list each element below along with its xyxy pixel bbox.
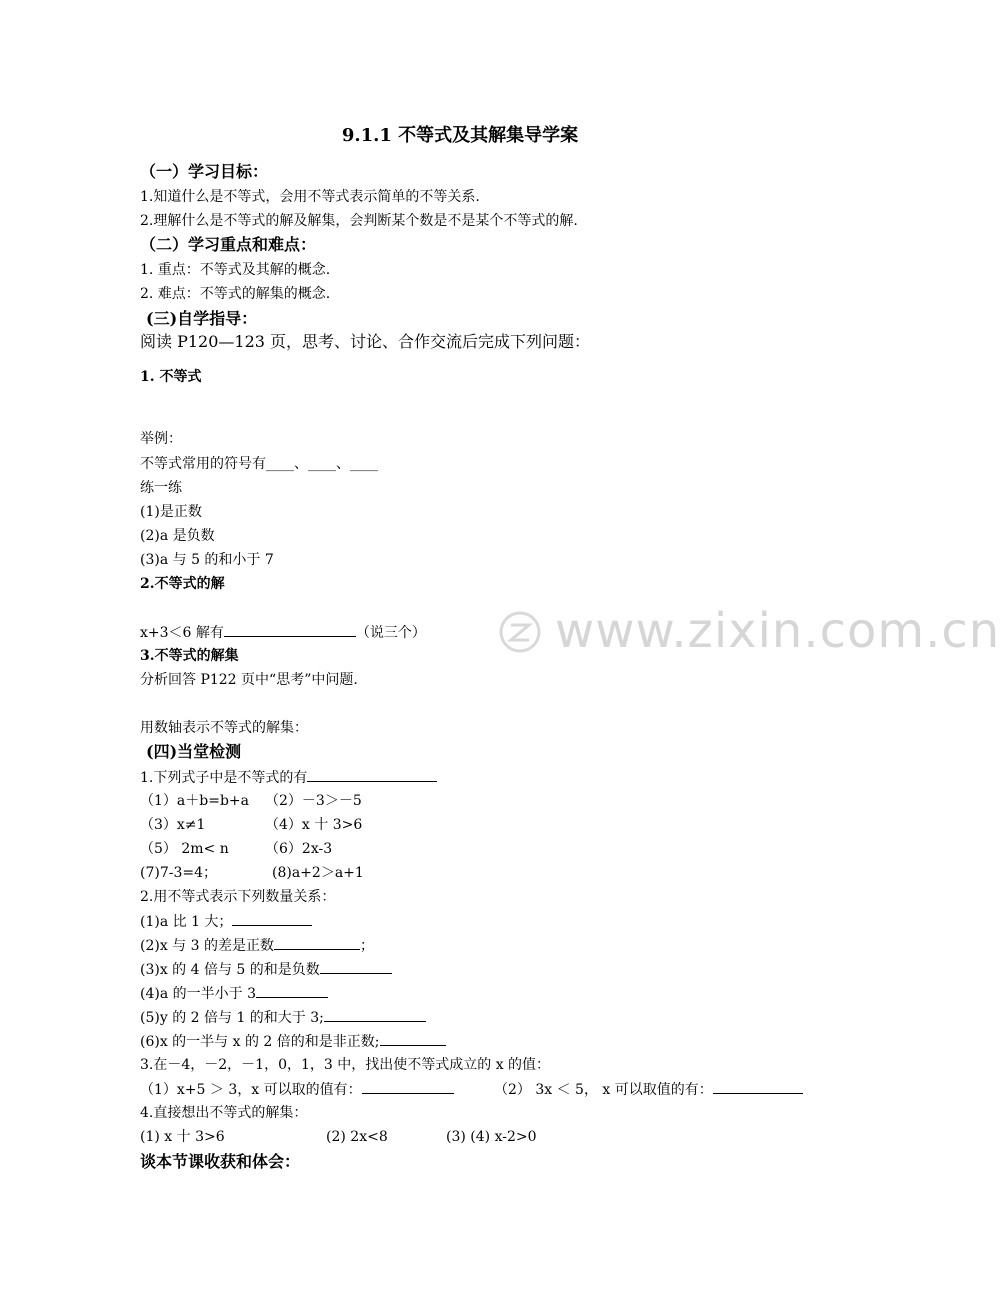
symbols-question: 不等式常用的符号有____、____、____: [140, 456, 378, 472]
watermark: www.zixin.com.cn: [555, 603, 1000, 659]
answer-blank: [324, 1008, 426, 1022]
q2-item-1-text: (1)a 比 1 大；: [140, 914, 233, 930]
question-1: [140, 768, 437, 787]
q2-item-6-text: (6)x 的一半与 x 的 2 倍的和是非正数;: [140, 1034, 380, 1050]
practice-item-2: (2)a 是负数: [140, 528, 215, 544]
q1-option-3: （3）x≠1: [140, 817, 206, 833]
q3-part-b: [494, 1080, 803, 1099]
q2-item-3-text: (3)x 的 4 倍与 5 的和是负数: [140, 962, 320, 978]
q1-option-4: （4）x 十 3>6: [265, 817, 363, 833]
practice-label: 练一练: [140, 480, 182, 496]
q3-part-a-text: （1）x+5 ＞ 3，x 可以取的值有：: [140, 1082, 362, 1098]
answer-blank: [274, 936, 360, 950]
objective-2: 2.理解什么是不等式的解及解集，会判断某个数是不是某个不等式的解.: [140, 213, 578, 229]
answer-blank: [362, 1080, 454, 1094]
q2-item-5-text: (5)y 的 2 倍与 1 的和大于 3;: [140, 1010, 324, 1026]
objective-1: 1.知道什么是不等式，会用不等式表示简单的不等关系.: [140, 189, 480, 205]
section-key-points: （二）学习重点和难点：: [140, 235, 317, 254]
part-1-heading: 1. 不等式: [140, 369, 202, 385]
answer-blank: [256, 984, 328, 998]
q2-item-4: [140, 984, 328, 1003]
question-4: 4.直接想出不等式的解集：: [140, 1105, 308, 1121]
page-title: 9.1.1 不等式及其解集导学案: [341, 125, 579, 146]
question-1-text: 1.下列式子中是不等式的有: [140, 770, 308, 786]
self-study-intro: 阅读 P120—123 页，思考、讨论、合作交流后完成下列问题：: [140, 332, 591, 351]
answer-blank: [713, 1080, 803, 1094]
q2-item-4-text: (4)a 的一半小于 3: [140, 986, 256, 1002]
part-2-question-tail: （说三个）: [355, 625, 426, 641]
q2-item-5: [140, 1008, 426, 1027]
q2-item-2-text: (2)x 与 3 的差是正数: [140, 938, 274, 954]
q4-item-1: (1) x 十 3>6: [140, 1129, 225, 1145]
q1-option-2: （2）－3＞－5: [265, 793, 362, 809]
q1-option-6: （6）2x-3: [265, 841, 333, 857]
part-2-heading: 2.不等式的解: [140, 576, 225, 592]
q1-option-1: （1）a＋b=b+a: [140, 793, 249, 809]
q4-item-3: (3) (4) x-2>0: [446, 1129, 537, 1145]
key-point-1: 1. 重点：不等式及其解的概念.: [140, 262, 331, 278]
part-2-question: [140, 623, 426, 642]
q4-item-2: (2) 2x<8: [326, 1129, 388, 1145]
section-objectives: （一）学习目标：: [140, 162, 269, 181]
answer-blank: [224, 623, 356, 637]
q2-item-3: [140, 960, 392, 979]
question-2: 2.用不等式表示下列数量关系：: [140, 889, 336, 905]
q1-option-5: （5） 2m< n: [140, 841, 229, 857]
answer-blank: [380, 1032, 446, 1046]
answer-blank: [232, 912, 312, 926]
section-reflection: 谈本节课收获和体会：: [140, 1152, 301, 1171]
question-3: 3.在－4，－2，－1，0，1，3 中，找出使不等式成立的 x 的值：: [140, 1057, 551, 1073]
part-3-task-b: 用数轴表示不等式的解集：: [140, 720, 308, 736]
practice-item-1: (1)是正数: [140, 504, 202, 520]
q3-part-a: [140, 1080, 454, 1099]
key-point-2: 2. 难点：不等式的解集的概念.: [140, 286, 331, 302]
part-3-task-a: 分析回答 P122 页中“思考”中问题.: [140, 672, 358, 688]
q2-item-2-tail: ；: [359, 938, 374, 954]
q2-item-6: [140, 1032, 446, 1051]
practice-item-3: (3)a 与 5 的和小于 7: [140, 552, 274, 568]
section-in-class-test: (四)当堂检测: [146, 742, 242, 761]
q3-part-b-text: （2） 3x ＜ 5， x 可以取值的有：: [494, 1082, 713, 1098]
q1-option-8: (8)a+2＞a+1: [272, 865, 364, 881]
answer-blank: [320, 960, 392, 974]
section-self-study: (三)自学指导：: [146, 309, 258, 328]
part-3-heading: 3.不等式的解集: [140, 648, 239, 664]
part-2-question-text: x+3＜6 解有: [140, 625, 224, 641]
q1-option-7: (7)7-3=4；: [140, 865, 218, 881]
answer-blank: [307, 768, 437, 782]
example-label: 举例：: [140, 431, 182, 447]
zixin-logo-icon: [498, 610, 542, 654]
q2-item-2: [140, 936, 374, 955]
q2-item-1: [140, 912, 312, 931]
